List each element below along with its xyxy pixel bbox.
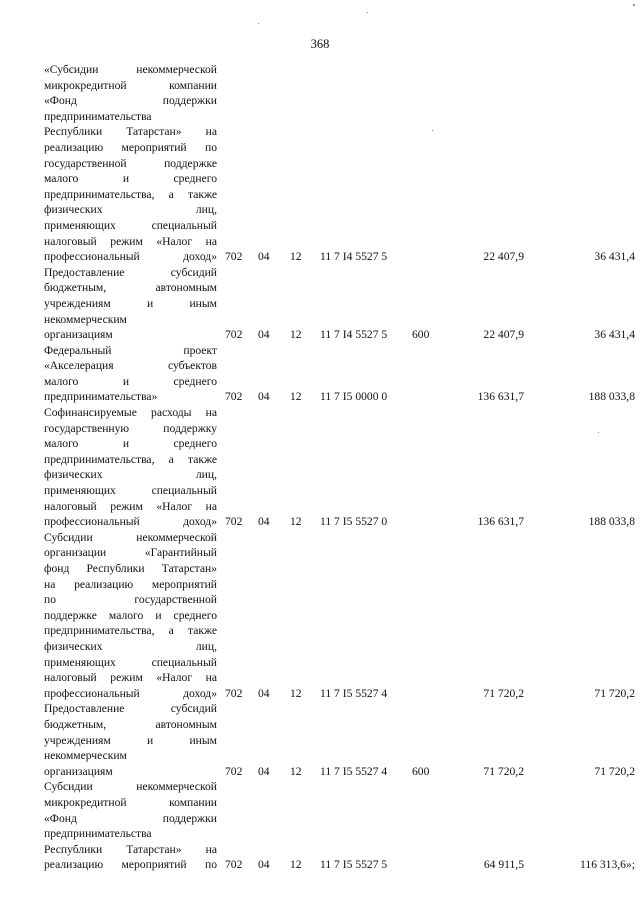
expense-type-code: 600 bbox=[412, 764, 430, 778]
amount-year-2: 71 720,2 bbox=[594, 686, 635, 700]
amount-year-1: 22 407,9 bbox=[483, 250, 524, 264]
row-name-line: бюджетным, автономным bbox=[44, 281, 217, 295]
amount-year-2: 36 431,4 bbox=[594, 328, 635, 342]
row-name-line: Софинансируемые расходы на bbox=[44, 406, 217, 420]
section-code: 04 bbox=[258, 764, 270, 778]
expense-type-code: 600 bbox=[412, 328, 430, 342]
row-name-line: поддержке малого и среднего bbox=[44, 608, 217, 622]
subsection-code: 12 bbox=[290, 764, 302, 778]
row-name-line: государственной поддержке bbox=[44, 156, 217, 170]
amount-year-1: 136 631,7 bbox=[477, 390, 524, 404]
scan-speck bbox=[258, 23, 259, 24]
row-name-line: профессиональный доход» bbox=[44, 686, 217, 700]
table-row bbox=[0, 405, 640, 530]
row-name-line: бюджетным, автономным bbox=[44, 717, 217, 731]
subsection-code: 12 bbox=[290, 390, 302, 404]
target-article-code: 11 7 I5 5527 5 bbox=[320, 858, 388, 872]
row-name-line: организации «Гарантийный bbox=[44, 546, 217, 560]
row-name-line: Республики Татарстан» на bbox=[44, 125, 217, 139]
row-name-line: «Фонд поддержки bbox=[44, 94, 217, 108]
row-name-line: предпринимательства, а также bbox=[44, 624, 217, 638]
row-name-line: учреждениям и иным bbox=[44, 733, 217, 747]
target-article-code: 11 7 I5 0000 0 bbox=[320, 390, 388, 404]
subsection-code: 12 bbox=[290, 858, 302, 872]
row-name-line: профессиональный доход» bbox=[44, 250, 217, 264]
amount-year-2: 188 033,8 bbox=[588, 390, 635, 404]
table-row bbox=[0, 343, 640, 405]
amount-year-2: 71 720,2 bbox=[594, 764, 635, 778]
table-row bbox=[0, 701, 640, 779]
row-name-line: некоммерческим bbox=[44, 312, 127, 326]
row-name-line: предпринимательства, а также bbox=[44, 452, 217, 466]
section-code: 04 bbox=[258, 328, 270, 342]
amount-year-1: 71 720,2 bbox=[483, 764, 524, 778]
ministry-code: 702 bbox=[225, 858, 243, 872]
row-name-line: Субсидии некоммерческой bbox=[44, 780, 217, 794]
row-name-line: Предоставление субсидий bbox=[44, 265, 217, 279]
row-name-line: фонд Республики Татарстан» bbox=[44, 562, 217, 575]
row-name-line: физических лиц, bbox=[44, 203, 217, 217]
ministry-code: 702 bbox=[225, 250, 243, 264]
row-name bbox=[44, 405, 217, 530]
scan-speck bbox=[367, 12, 368, 13]
section-code: 04 bbox=[258, 250, 270, 264]
row-name-line: предпринимательства, а также bbox=[44, 187, 217, 201]
row-name bbox=[44, 779, 217, 873]
row-name-line: Субсидии некоммерческой bbox=[44, 530, 217, 544]
row-name bbox=[44, 701, 217, 779]
row-name-line: применяющих специальный bbox=[44, 655, 217, 669]
row-name-line: «Фонд поддержки bbox=[44, 811, 217, 825]
row-name-line: налоговый режим «Налог на bbox=[44, 499, 217, 513]
row-name bbox=[44, 530, 217, 702]
row-name-line: применяющих специальный bbox=[44, 484, 217, 498]
amount-year-1: 71 720,2 bbox=[483, 686, 524, 700]
row-name-line: «Субсидии некоммерческой bbox=[44, 63, 217, 76]
row-name bbox=[44, 62, 217, 265]
table-row bbox=[0, 530, 640, 702]
row-name-line: «Акселерация субъектов bbox=[44, 359, 217, 373]
subsection-code: 12 bbox=[290, 328, 302, 342]
section-code: 04 bbox=[258, 515, 270, 529]
row-name-line: организациям bbox=[44, 328, 113, 342]
row-name-line: организациям bbox=[44, 764, 113, 778]
row-name-line: микрокредитной компании bbox=[44, 795, 217, 809]
row-name bbox=[44, 343, 217, 405]
amount-year-1: 136 631,7 bbox=[477, 515, 524, 529]
row-name-line: некоммерческим bbox=[44, 749, 127, 763]
row-name-line: применяющих специальный bbox=[44, 218, 217, 232]
row-name bbox=[44, 265, 217, 343]
row-name-line: реализацию мероприятий по bbox=[44, 140, 217, 154]
amount-year-2: 188 033,8 bbox=[588, 515, 635, 529]
subsection-code: 12 bbox=[290, 686, 302, 700]
subsection-code: 12 bbox=[290, 250, 302, 264]
amount-year-1: 22 407,9 bbox=[483, 328, 524, 342]
row-name-line: учреждениям и иным bbox=[44, 296, 217, 310]
page-number: 368 bbox=[310, 37, 330, 51]
table-row bbox=[0, 62, 640, 265]
row-name-line: физических лиц, bbox=[44, 639, 217, 653]
ministry-code: 702 bbox=[225, 515, 243, 529]
ministry-code: 702 bbox=[225, 686, 243, 700]
row-name-line: микрокредитной компании bbox=[44, 78, 217, 92]
amount-year-2: 36 431,4 bbox=[594, 250, 635, 264]
table-row bbox=[0, 265, 640, 343]
row-name-line: предпринимательства» bbox=[44, 390, 158, 404]
row-name-line: государственную поддержку bbox=[44, 421, 217, 435]
target-article-code: 11 7 I5 5527 4 bbox=[320, 764, 388, 778]
row-name-line: реализацию мероприятий по bbox=[44, 858, 217, 872]
row-name-line: малого и среднего bbox=[44, 374, 217, 388]
amount-year-2: 116 313,6»; bbox=[580, 858, 635, 872]
row-name-line: малого и среднего bbox=[44, 437, 217, 451]
amount-year-1: 64 911,5 bbox=[483, 858, 524, 872]
target-article-code: 11 7 I5 5527 4 bbox=[320, 686, 388, 700]
row-name-line: профессиональный доход» bbox=[44, 515, 217, 529]
subsection-code: 12 bbox=[290, 515, 302, 529]
target-article-code: 11 7 I4 5527 5 bbox=[320, 328, 388, 342]
row-name-line: Предоставление субсидий bbox=[44, 702, 217, 716]
row-name-line: Федеральный проект bbox=[44, 343, 217, 357]
table-row bbox=[0, 779, 640, 873]
target-article-code: 11 7 I4 5527 5 bbox=[320, 250, 388, 264]
row-name-line: физических лиц, bbox=[44, 468, 217, 482]
ministry-code: 702 bbox=[225, 764, 243, 778]
scan-speck bbox=[633, 4, 635, 6]
row-name-line: предпринимательства bbox=[44, 109, 152, 123]
row-name-line: малого и среднего bbox=[44, 172, 217, 186]
ministry-code: 702 bbox=[225, 390, 243, 404]
row-name-line: по государственной bbox=[44, 593, 217, 607]
section-code: 04 bbox=[258, 686, 270, 700]
target-article-code: 11 7 I5 5527 0 bbox=[320, 515, 388, 529]
row-name-line: предпринимательства bbox=[44, 827, 152, 841]
row-name-line: Республики Татарстан» на bbox=[44, 842, 217, 856]
section-code: 04 bbox=[258, 858, 270, 872]
budget-table bbox=[0, 62, 640, 873]
row-name-line: налоговый режим «Налог на bbox=[44, 671, 217, 685]
row-name-line: налоговый режим «Налог на bbox=[44, 234, 217, 248]
section-code: 04 bbox=[258, 390, 270, 404]
row-name-line: на реализацию мероприятий bbox=[44, 577, 217, 591]
ministry-code: 702 bbox=[225, 328, 243, 342]
